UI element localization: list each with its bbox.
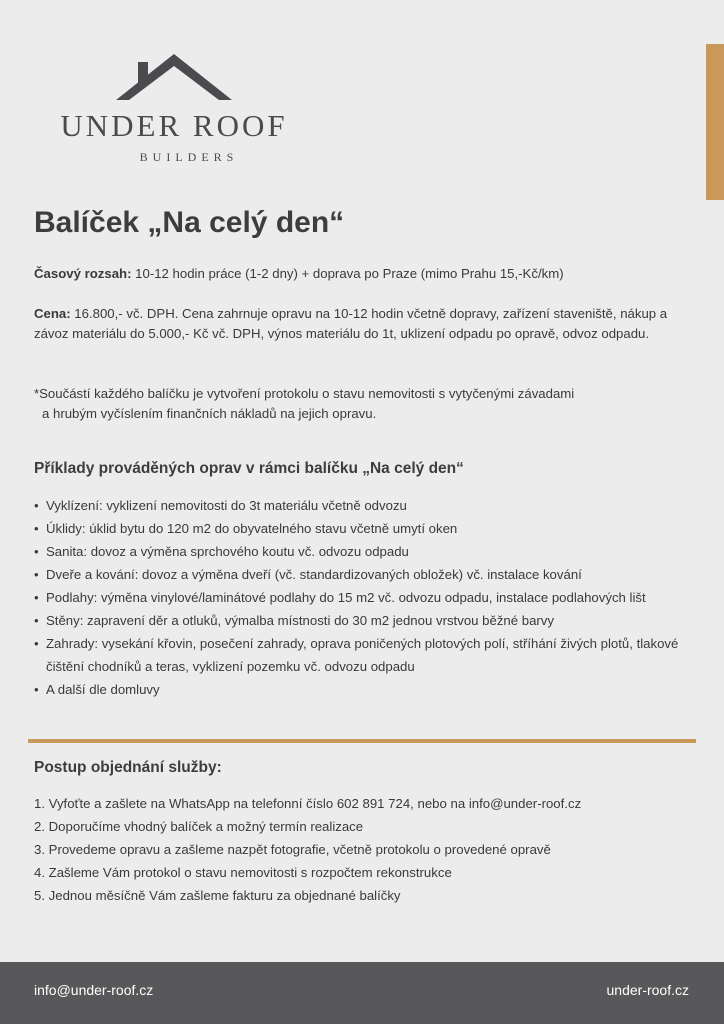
list-item: • Stěny: zapravení děr a otluků, výmalba místnosti do 30 m2 jednou vrstvou běžné barvy bbox=[34, 609, 694, 632]
time-range bbox=[34, 264, 694, 284]
brand-sub: BUILDERS bbox=[139, 150, 239, 164]
list-item: • Úklidy: úklid bytu do 120 m2 do obyvatelného stavu včetně umytí oken bbox=[34, 517, 694, 540]
roof-icon bbox=[116, 50, 232, 102]
footer bbox=[0, 962, 724, 1024]
order-heading: Postup objednání služby: bbox=[34, 759, 222, 776]
footer-email-link[interactable]: info@under-roof.cz bbox=[34, 982, 154, 998]
list-item: 3. Provedeme opravu a zašleme nazpět fotografie, včetně protokolu o provedené opravě bbox=[34, 842, 551, 857]
brand-name: UNDER ROOF bbox=[60, 108, 288, 143]
list-item: 5. Jednou měsíčně Vám zašleme fakturu za objednané balíčky bbox=[34, 888, 401, 903]
list-item: • A další dle domluvy bbox=[34, 678, 694, 701]
package-note bbox=[34, 384, 694, 424]
section-divider bbox=[28, 739, 696, 743]
examples-list bbox=[34, 494, 694, 701]
note-line-2: a hrubým vyčíslením finančních nákladů na jejich opravu. bbox=[42, 406, 377, 421]
note-line-1: *Součástí každého balíčku je vytvoření protokolu o stavu nemovitosti s vytyčenými závadami bbox=[34, 386, 575, 401]
list-item: 1. Vyfoťte a zašlete na WhatsApp na telefonní číslo 602 891 724, nebo na info@under-roof.cz bbox=[34, 796, 582, 811]
list-item: • Dveře a kování: dovoz a výměna dveří (vč. standardizovaných obložek) vč. instalace kování bbox=[34, 563, 694, 586]
list-item: • Zahrady: vysekání křovin, posečení zahrady, oprava poničených plotových polí, stříhání živých plotů, tlakové čištění chodníků a teras, vyklizení pozemku vč. odvozu odpadu bbox=[34, 632, 694, 678]
page-title: Balíček „Na celý den“ bbox=[34, 206, 345, 239]
list-item: • Podlahy: výměna vinylové/laminátové podlahy do 15 m2 vč. odvozu odpadu, instalace podlahových lišt bbox=[34, 586, 694, 609]
time-label: Časový rozsah: bbox=[34, 266, 132, 281]
list-item: • Sanita: dovoz a výměna sprchového koutu vč. odvozu odpadu bbox=[34, 540, 694, 563]
list-item: • Vyklízení: vyklizení nemovitosti do 3t materiálu včetně odvozu bbox=[34, 494, 694, 517]
price-text: 16.800,- vč. DPH. Cena zahrnuje opravu na 10-12 hodin včetně dopravy, zařízení staveniště, nákup a závoz materiálu do 5.000,- Kč vč. DPH, výnos materiálu do 1t, uklizení odpadu po opravě, odvoz odpadu. bbox=[34, 306, 668, 341]
footer-website-link[interactable]: under-roof.cz bbox=[606, 982, 689, 998]
logo bbox=[34, 50, 314, 170]
price-label: Cena: bbox=[34, 306, 71, 321]
accent-bar bbox=[706, 44, 724, 200]
list-item: 2. Doporučíme vhodný balíček a možný termín realizace bbox=[34, 819, 364, 834]
list-item: 4. Zašleme Vám protokol o stavu nemovitosti s rozpočtem rekonstrukce bbox=[34, 865, 452, 880]
order-steps bbox=[34, 792, 694, 907]
time-text: 10-12 hodin práce (1-2 dny) + doprava po Praze (mimo Prahu 15,-Kč/km) bbox=[131, 266, 564, 281]
examples-heading: Příklady prováděných oprav v rámci balíčku „Na celý den“ bbox=[34, 460, 464, 477]
price-info bbox=[34, 304, 694, 344]
